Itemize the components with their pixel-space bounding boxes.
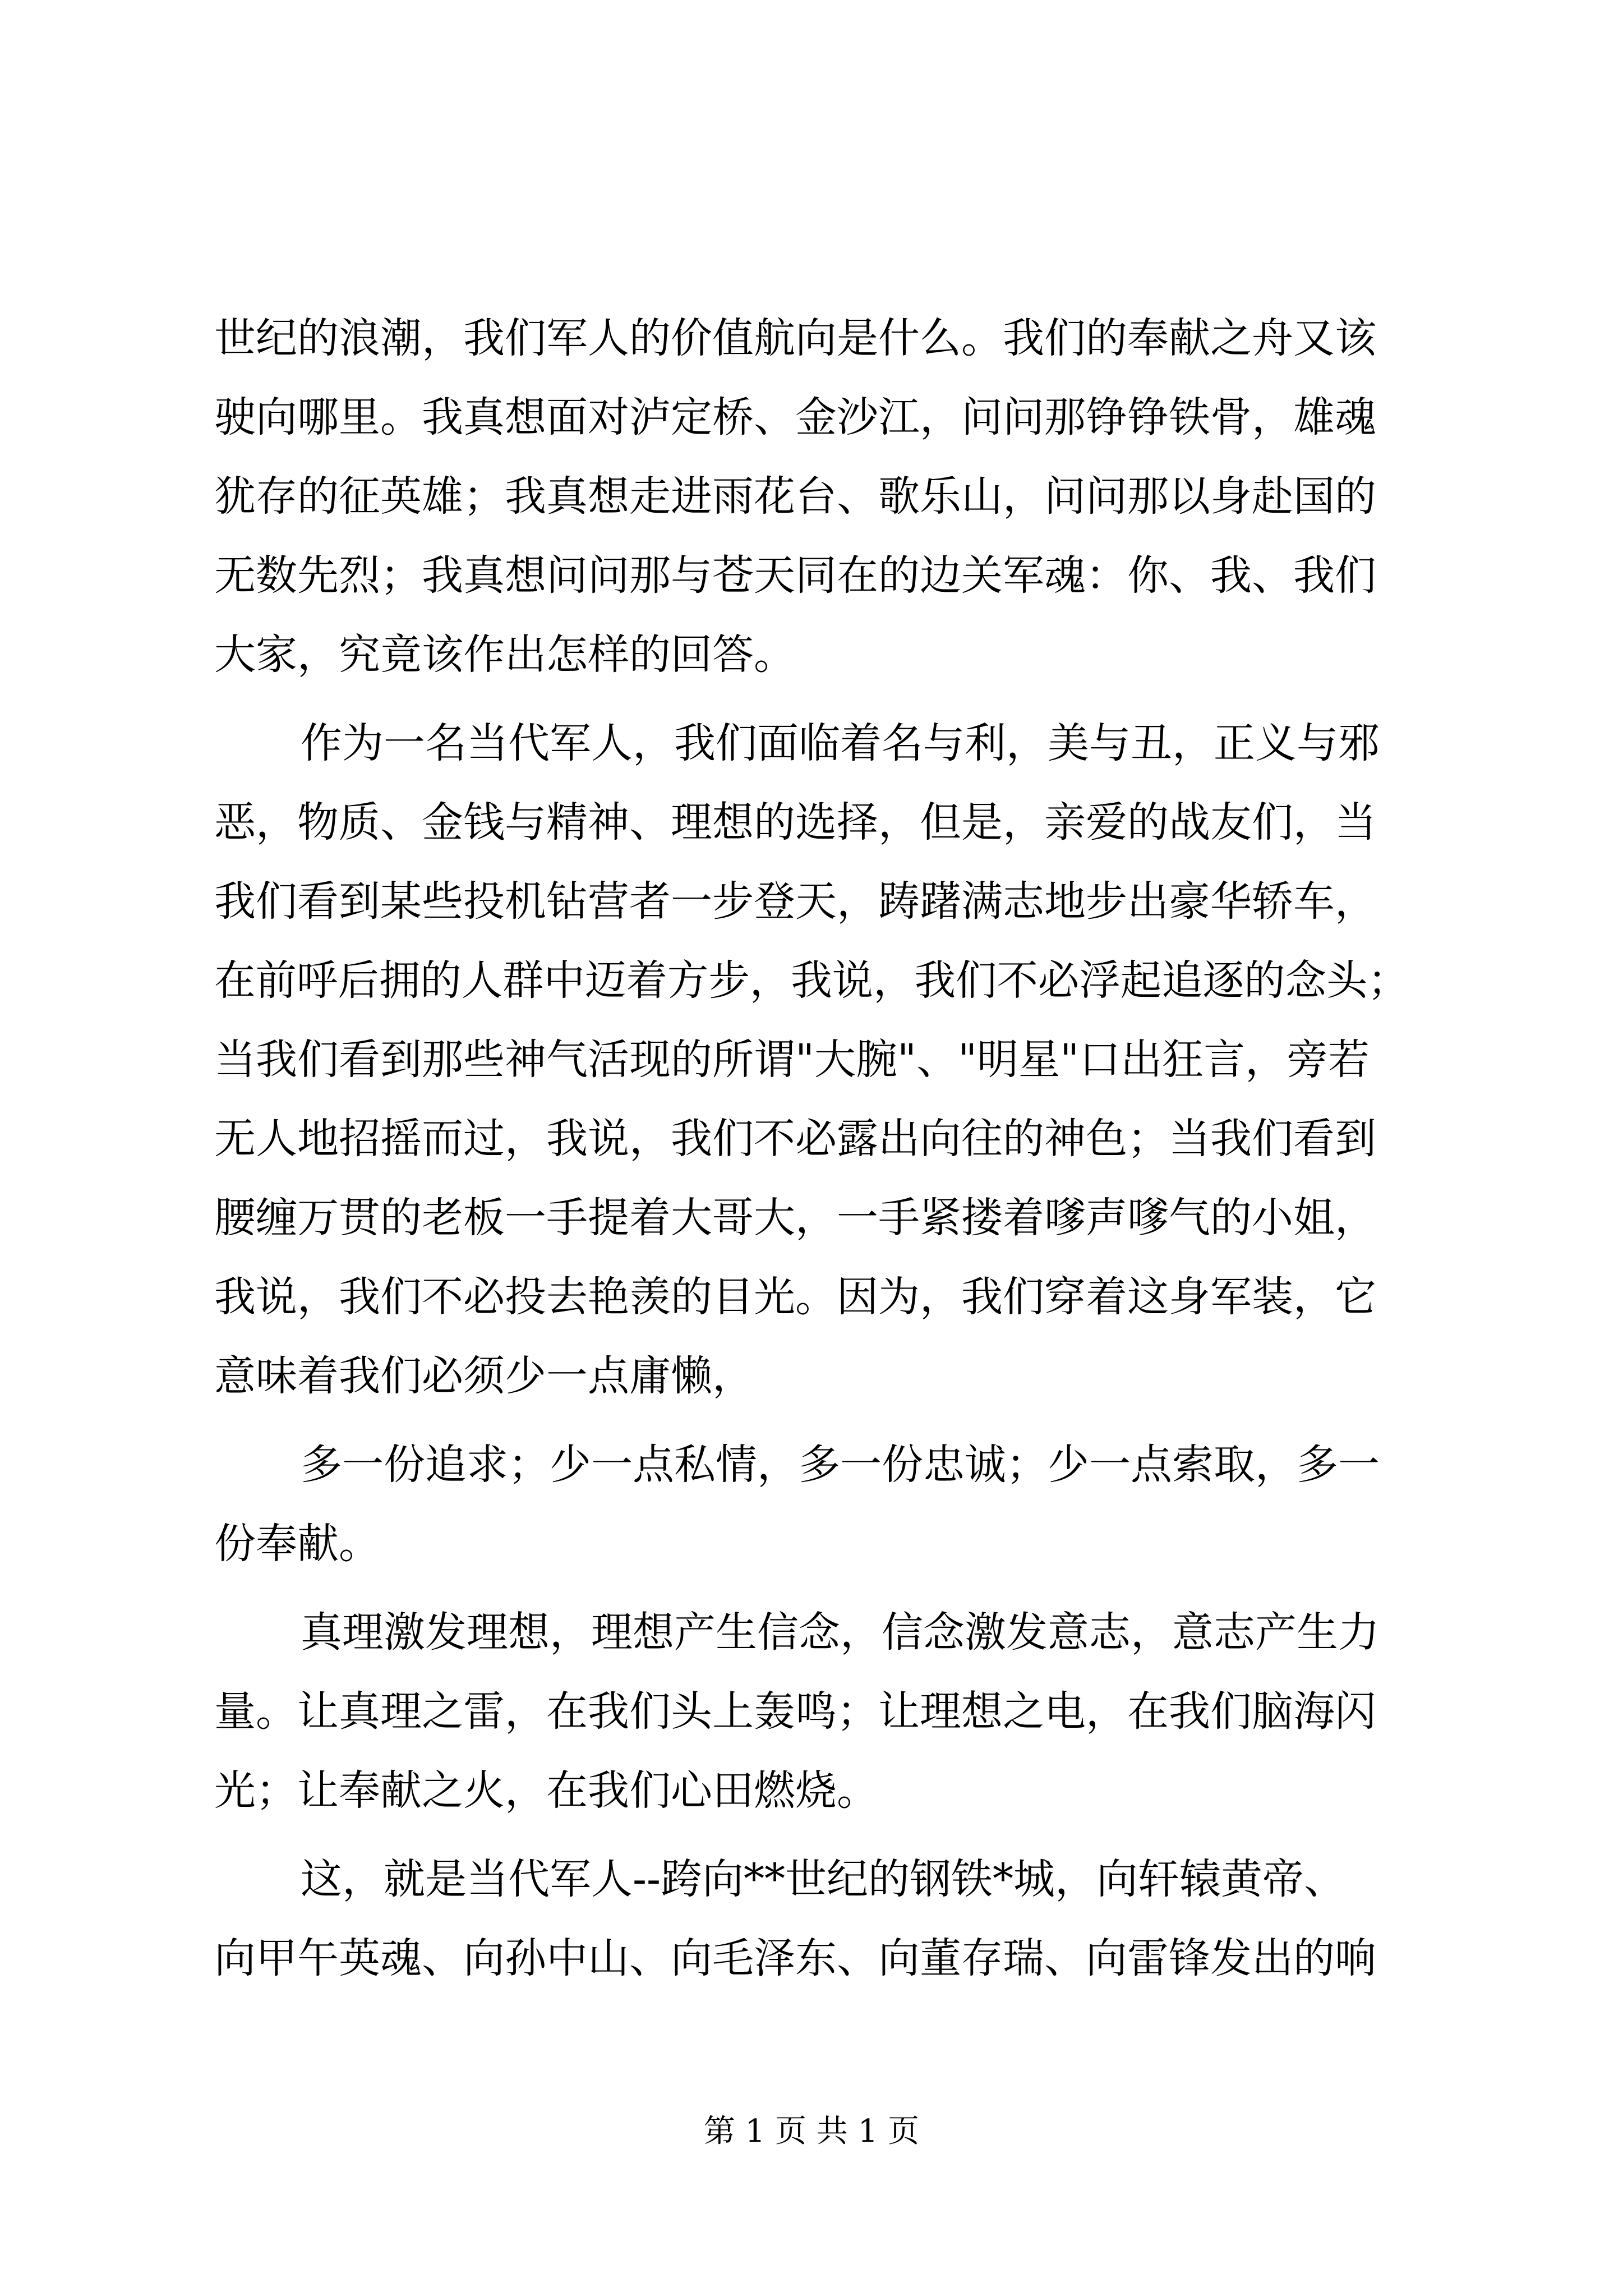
- text-line: 无数先烈；我真想问问那与苍天同在的边关军魂：你、我、我们: [214, 551, 1376, 600]
- text-line: 份奉献。: [214, 1520, 380, 1568]
- text-line: 作为一名当代军人，我们面临着名与利，美与丑，正义与邪: [301, 719, 1380, 767]
- text-line: 意味着我们必须少一点庸懒，: [214, 1352, 754, 1400]
- text-line: 我说，我们不必投去艳羡的目光。因为，我们穿着这身军装，它: [214, 1273, 1376, 1321]
- text-line: 当我们看到那些神气活现的所谓"大腕"、"明星"口出狂言，旁若: [214, 1036, 1370, 1084]
- text-line: 驶向哪里。我真想面对泸定桥、金沙江，问问那铮铮铁骨，雄魂: [214, 393, 1376, 441]
- text-line: 我们看到某些投机钻营者一步登天，踌躇满志地步出豪华轿车，: [214, 877, 1376, 926]
- text-line: 量。让真理之雷，在我们头上轰鸣；让理想之电，在我们脑海闪: [214, 1687, 1376, 1736]
- text-line: 恶，物质、金钱与精神、理想的选择，但是，亲爱的战友们，当: [214, 798, 1376, 846]
- text-line: 无人地招摇而过，我说，我们不必露出向往的神色；当我们看到: [214, 1115, 1376, 1163]
- page-footer: 第 1 页 共 1 页: [703, 2113, 920, 2150]
- text-line: 大家，究竟该作出怎样的回答。: [214, 631, 795, 679]
- text-line: 多一份追求；少一点私情，多一份忠诚；少一点索取，多一: [301, 1441, 1380, 1489]
- text-line: 真理激发理想，理想产生信念，信念激发意志，意志产生力: [301, 1608, 1380, 1657]
- text-line: 世纪的浪潮，我们军人的价值航向是什么。我们的奉献之舟又该: [214, 314, 1376, 362]
- text-line: 犹存的征英雄；我真想走进雨花台、歌乐山，问问那以身赴国的: [214, 472, 1376, 521]
- text-line: 向甲午英魂、向孙中山、向毛泽东、向董存瑞、向雷锋发出的响: [214, 1934, 1376, 1982]
- text-line: 这，就是当代军人--跨向**世纪的钢铁*城，向轩辕黄帝、: [301, 1855, 1346, 1903]
- text-line: 腰缠万贯的老板一手提着大哥大，一手紧搂着嗲声嗲气的小姐，: [214, 1194, 1376, 1242]
- text-line: 在前呼后拥的人群中迈着方步，我说，我们不必浮起追逐的念头；: [214, 956, 1409, 1005]
- text-line: 光；让奉献之火，在我们心田燃烧。: [214, 1766, 878, 1815]
